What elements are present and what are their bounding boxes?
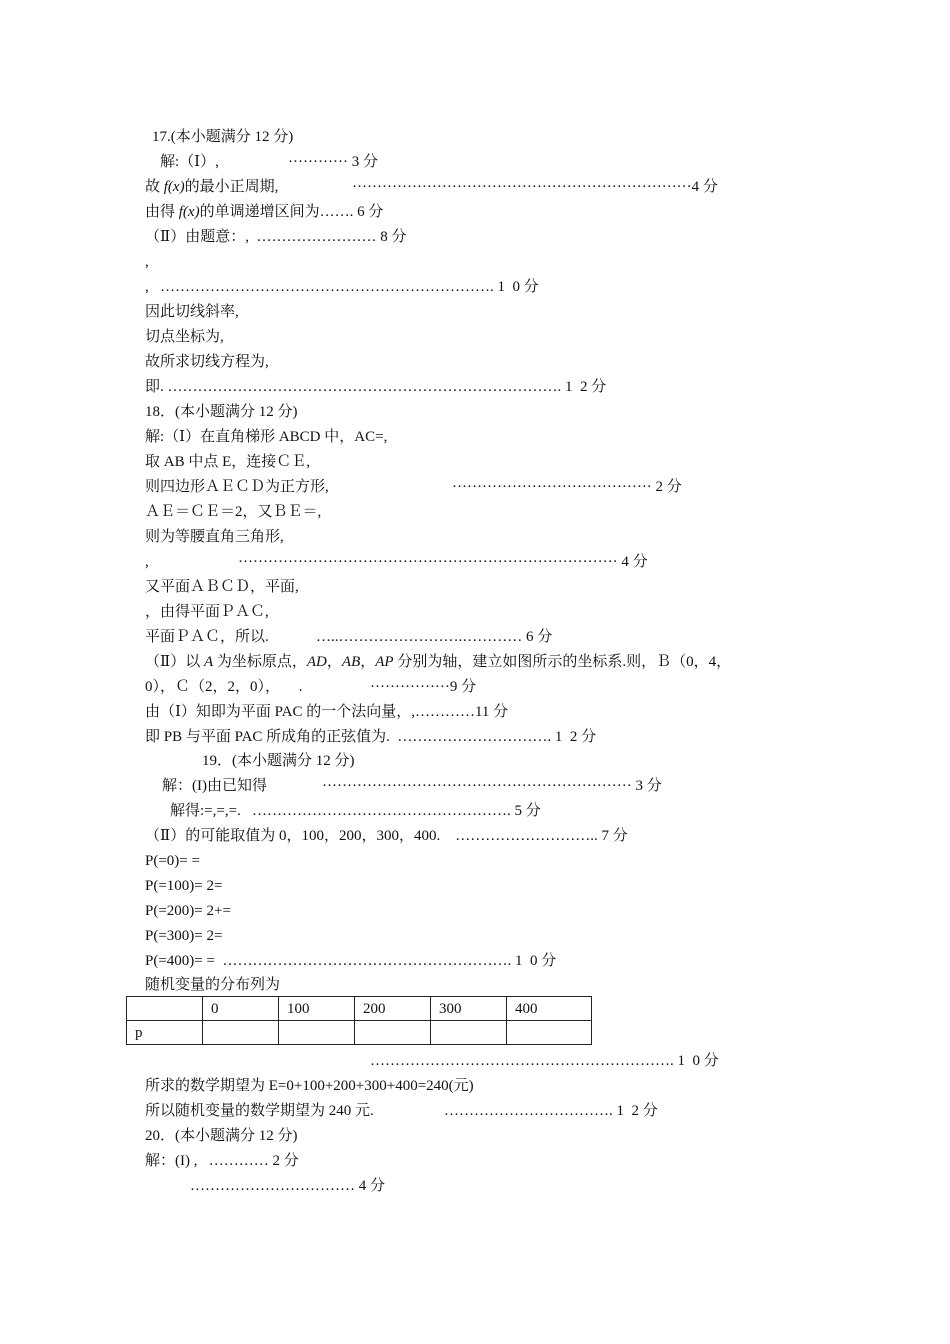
- table-cell: [279, 1021, 355, 1045]
- q17-line8: 切点坐标为,: [145, 329, 224, 345]
- q17-line10: 即. ……………………………………………………………………. 1 2 分: [145, 379, 607, 395]
- q20-header: 20．(本小题满分 12 分): [145, 1128, 298, 1144]
- q17-line1-score: ············ 3 分: [288, 154, 378, 170]
- table-cell: 0: [203, 997, 279, 1021]
- q18-line6-text: ,: [145, 554, 149, 570]
- q20-line1: 解：(I) , ………… 2 分: [145, 1153, 299, 1169]
- q17-line3: 由得 f(x)的单调递增区间为……. 6 分: [145, 204, 384, 220]
- q18-line13: 即 PB 与平面 PAC 所成角的正弦值为. …………………………. 1 2 分: [145, 729, 597, 745]
- q19-line1-text: 解：(I)由已知得: [162, 778, 267, 794]
- q17-line7: 因此切线斜率,: [145, 304, 239, 320]
- q19-after-table-score: ……………………………………………………. 1 0 分: [370, 1053, 719, 1069]
- q18-header: 18．(本小题满分 12 分): [145, 404, 298, 420]
- q18-line4: ＡＥ＝ＣＥ＝2，又ＢＥ＝,: [145, 504, 322, 520]
- q18-line3-text: 则四边形ＡＥＣＤ为正方形,: [145, 479, 329, 495]
- q17-line2-text: 故 f(x)的最小正周期,: [145, 179, 279, 195]
- table-cell: 100: [279, 997, 355, 1021]
- q19-line1-score: ······························································ 3 分: [322, 778, 662, 794]
- q19-p100: P(=100)= 2=: [145, 878, 223, 894]
- q19-line3: （Ⅱ）的可能取值为 0，100，200，300，400. ……………………….. 7 分: [145, 828, 628, 844]
- q17-header: 17.(本小题满分 12 分): [152, 129, 294, 145]
- table-cell: 400: [507, 997, 592, 1021]
- table-cell: p: [127, 1021, 203, 1045]
- q18-line3-score: ········································ 2 分: [452, 479, 682, 495]
- q18-line12: 由（Ⅰ）知即为平面 PAC 的一个法向量，,…………11 分: [145, 704, 509, 720]
- q19-p300: P(=300)= 2=: [145, 928, 223, 944]
- q18-line6-score: ············································································ 4 分: [238, 554, 648, 570]
- q18-line2: 取 AB 中点 E，连接ＣＥ,: [145, 454, 311, 470]
- q18-line7: 又平面ＡＢＣＤ，平面,: [145, 579, 299, 595]
- q18-line5: 则为等腰直角三角形,: [145, 529, 284, 545]
- q17-line4: （Ⅱ）由题意：, …………………… 8 分: [145, 229, 407, 245]
- distribution-table: [126, 996, 592, 1045]
- q18-line9-text: 平面ＰＡＣ，所以.: [145, 629, 269, 645]
- q18-line1: 解:（Ⅰ）在直角梯形 ABCD 中，AC=,: [145, 429, 388, 445]
- q19-header: 19．(本小题满分 12 分): [202, 753, 355, 769]
- q19-line4: 所求的数学期望为 E=0+100+200+300+400=240(元): [145, 1078, 474, 1094]
- q18-line9-score: …..…………………….………… 6 分: [316, 629, 553, 645]
- q19-line2: 解得:=,=,=. ……………………………………………. 5 分: [170, 803, 541, 819]
- q17-line6: , …………………………………………………………. 1 0 分: [145, 279, 539, 295]
- table-cell: 300: [431, 997, 507, 1021]
- table-cell: [127, 997, 203, 1021]
- table-cell: [355, 1021, 431, 1045]
- table-cell: [431, 1021, 507, 1045]
- table-cell: [203, 1021, 279, 1045]
- q18-line11-score: ················9 分: [370, 679, 477, 695]
- table-header-row: [127, 997, 592, 1021]
- table-cell: [507, 1021, 592, 1045]
- table-row: [127, 1021, 592, 1045]
- q20-line2: …………………………… 4 分: [190, 1178, 386, 1194]
- q19-p400: P(=400)= = …………………………………………………. 1 0 分: [145, 953, 557, 969]
- q18-line8: ，由得平面ＰＡＣ,: [145, 604, 269, 620]
- q19-line5-score: ……………………………. 1 2 分: [444, 1103, 658, 1119]
- q17-line1-text: 解:（Ⅰ）,: [160, 154, 219, 170]
- q17-line2-score: ····································································4 分: [352, 179, 718, 195]
- q19-table-caption: 随机变量的分布列为: [145, 977, 281, 993]
- q19-line5-text: 所以随机变量的数学期望为 240 元.: [145, 1103, 374, 1119]
- q17-line9: 故所求切线方程为,: [145, 354, 269, 370]
- q18-line11-text: 0），Ｃ（2，2，0）， .: [145, 679, 303, 695]
- q19-p0: P(=0)= =: [145, 853, 200, 869]
- q18-line10: （Ⅱ）以 A 为坐标原点，AD，AB，AP 分别为轴，建立如图所示的坐标系.则，Ｂ（0，4，: [145, 654, 732, 670]
- q19-p200: P(=200)= 2+=: [145, 903, 231, 919]
- q17-line5: ,: [145, 254, 149, 270]
- table-cell: 200: [355, 997, 431, 1021]
